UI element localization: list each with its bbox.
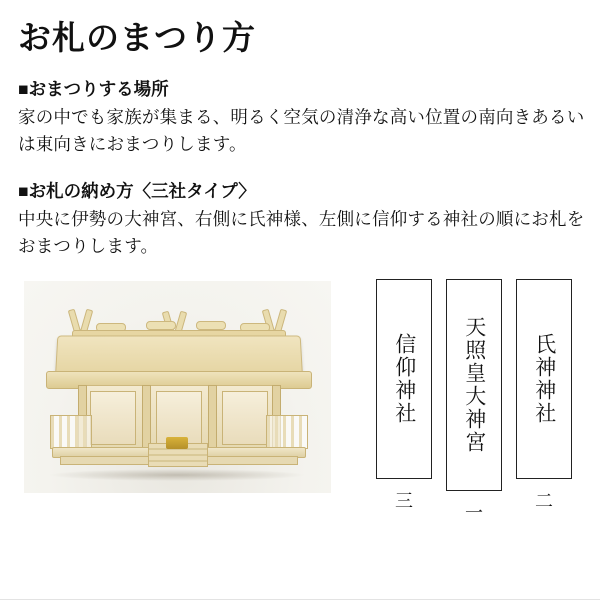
ofuda-order-number-3: 三 [395,490,413,511]
ofuda-label-tensho-kotaijingu: 天照皇大神宮 [462,315,487,454]
ofuda-item-3 [376,279,432,525]
ofuda-order-number-1: 一 [465,502,483,523]
ofuda-item-2 [516,279,572,525]
railing-right [266,415,308,449]
shrine-door-left [90,391,136,445]
ofuda-item-1 [446,279,502,525]
section-arrangement-body: 中央に伊勢の大神宮、右側に氏神様、左側に信仰する神社の順にお札をおまつりします。 [18,209,585,257]
page-title: お札のまつり方 [18,19,256,56]
katsuogi-3 [196,321,226,330]
railing-left [50,415,92,449]
section-place-body: 家の中でも家族が集まる、明るく空気の清浄な高い位置の南向きあるいは東向きにおまつりします。 [18,106,585,154]
ofuda-label-shinkou-jinja: 信仰神社 [392,332,417,425]
section-arrangement [18,178,586,261]
ofuda-card-shinkou-jinja [376,279,432,479]
ofuda-order-number-2: 二 [535,490,553,511]
ofuda-group [376,279,572,525]
katsuogi-2 [146,321,176,330]
kamidana-photo [24,281,331,493]
photo-shadow [48,469,306,481]
section-place-heading: ■おまつりする場所 [18,78,169,99]
illustration-row [14,281,586,523]
shrine-illustration [38,297,318,481]
ofuda-label-ujigami-jinja: 氏神神社 [532,332,557,425]
pillar-mid-right [208,385,217,451]
shrine-door-right [222,391,268,445]
pillar-mid-left [142,385,151,451]
ofuda-card-ujigami-jinja [516,279,572,479]
section-arrangement-heading: ■お札の納め方〈三社タイプ〉 [18,181,256,202]
gold-ornament [166,437,188,449]
ofuda-card-tensho-kotaijingu [446,279,502,491]
section-place [18,76,586,159]
